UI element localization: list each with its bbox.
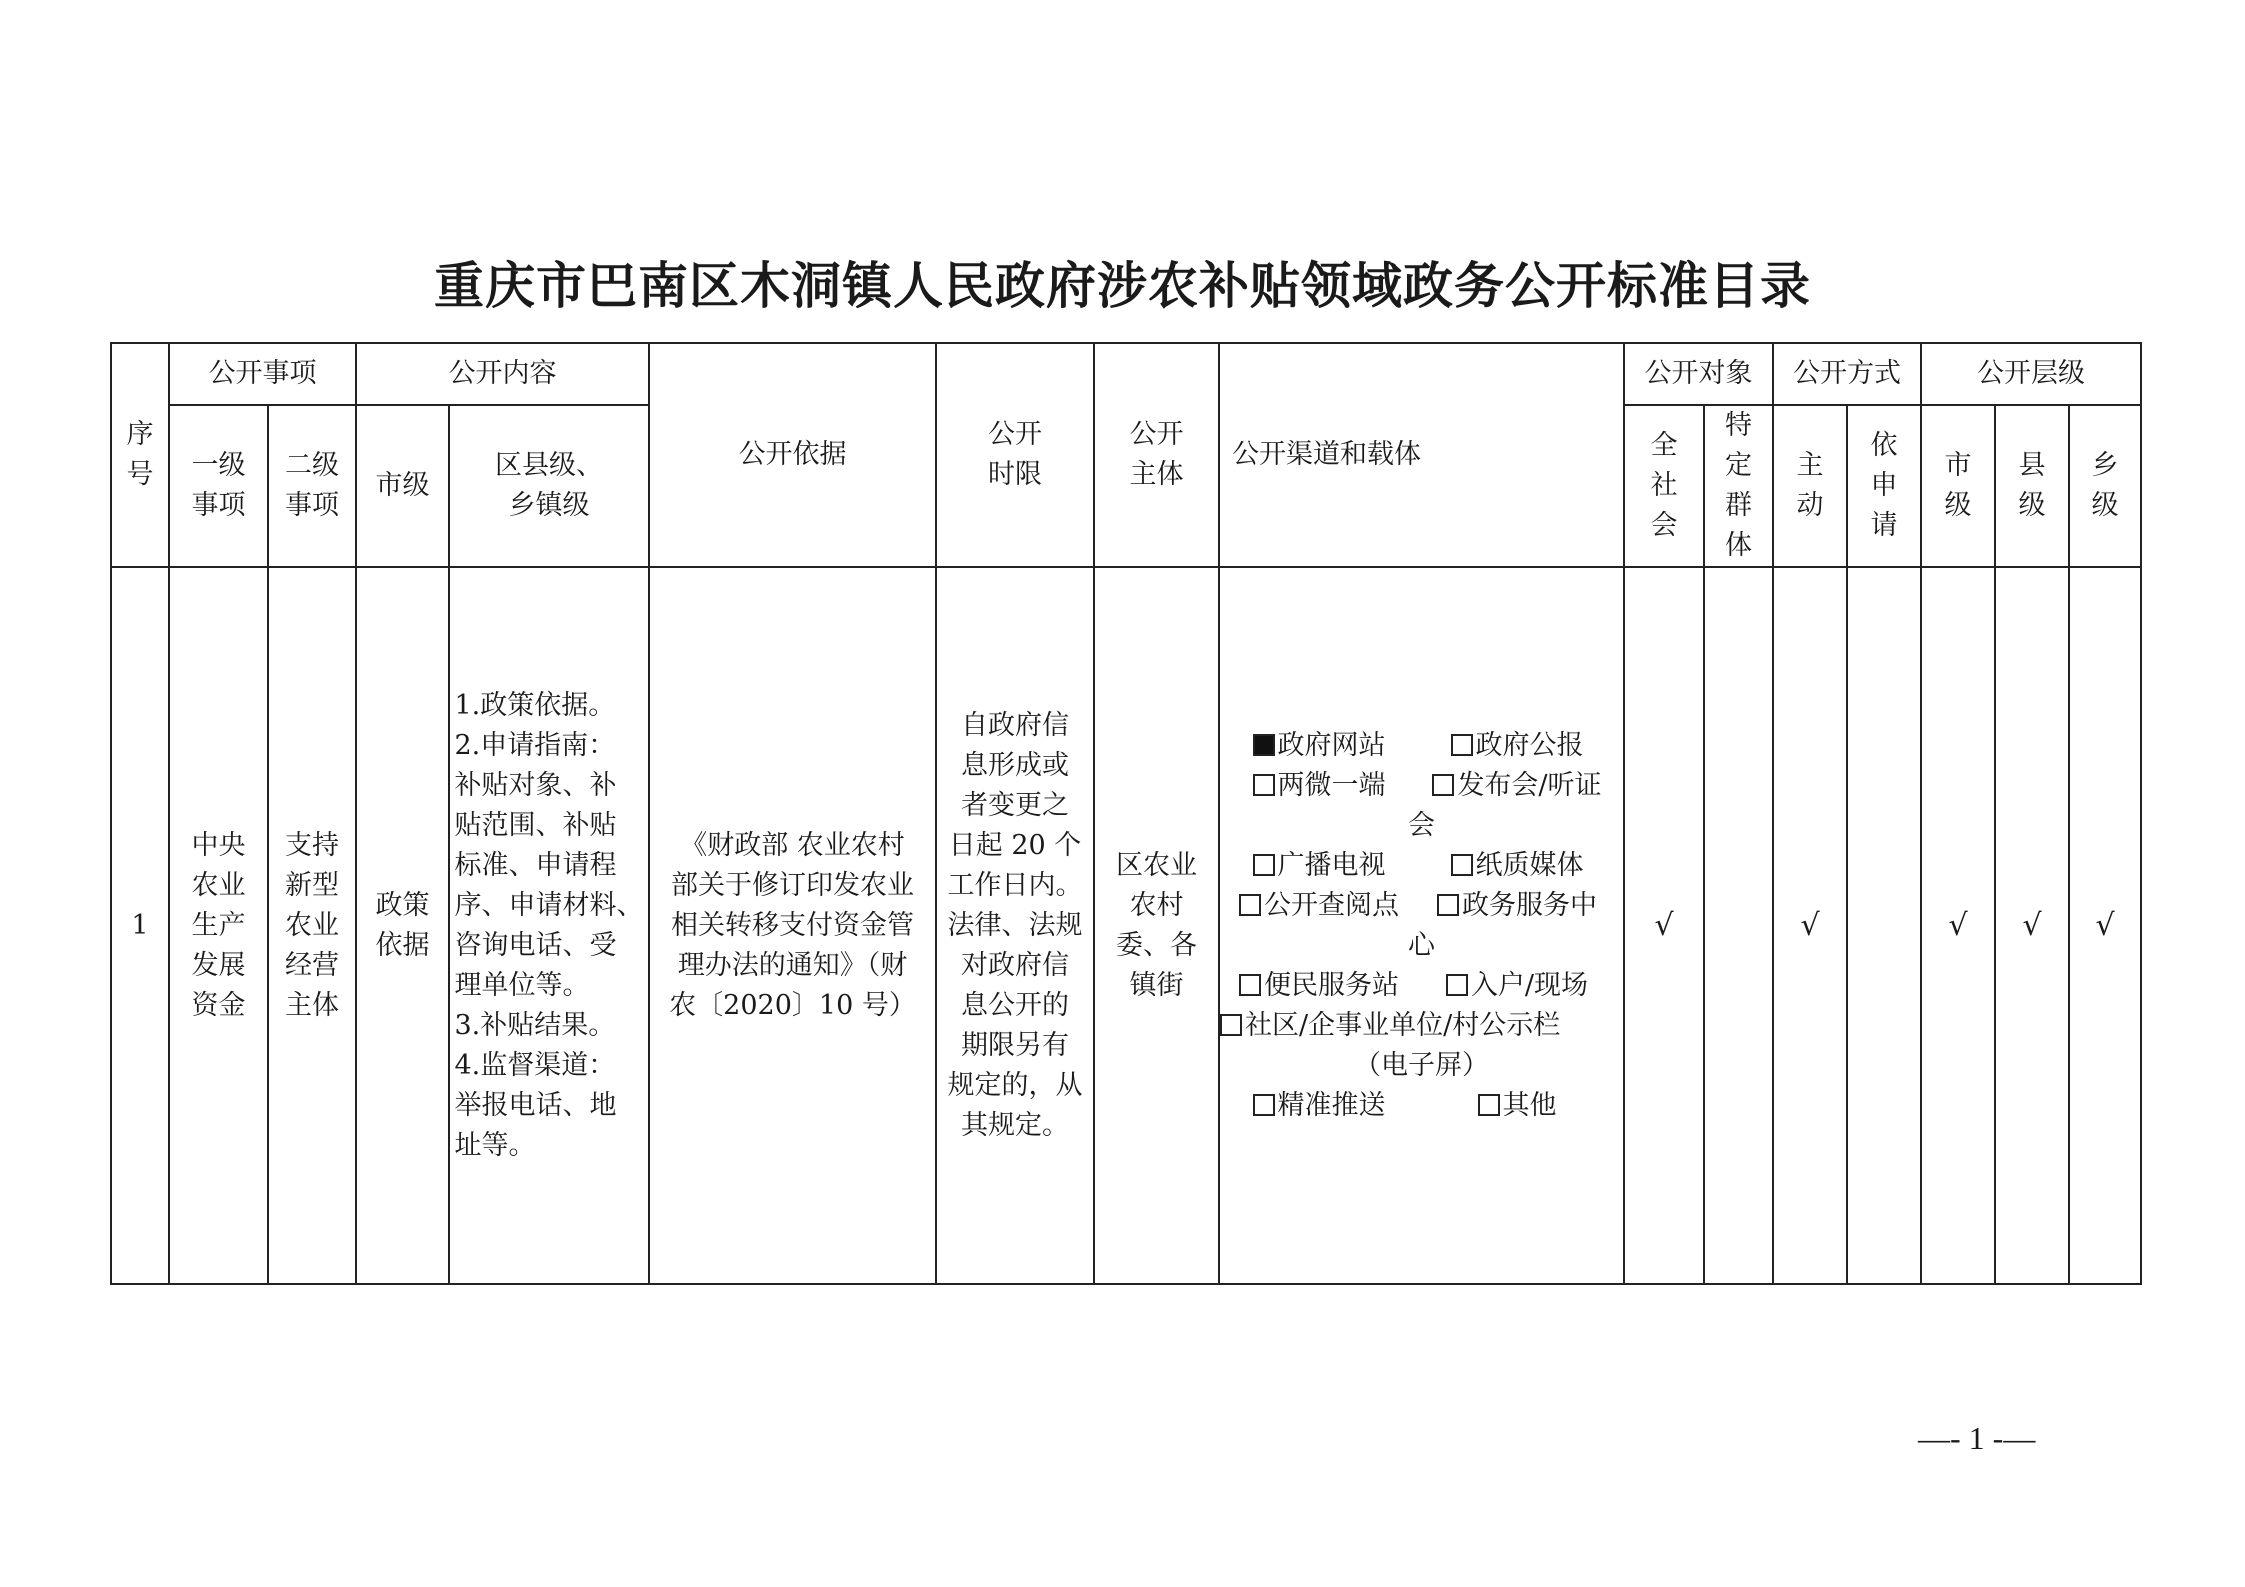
channel-door-to-door[interactable]: 入户/现场 (1418, 966, 1616, 1006)
row-channels: 政府网站 政府公报 两微一端 发布会/听证 会 广播电视 纸质媒体 公开查阅点 政务服务中 心 便民服务站 入户/现场 社区/企事业单位/村公示栏 （电子屏） 精准推送 其他 (1219, 567, 1624, 1284)
row-seq: 1 (111, 567, 169, 1284)
header-basis: 公开依据 (649, 343, 936, 567)
header-item-l1: 一级事项 (169, 405, 268, 567)
row-level-county-check: √ (1995, 567, 2069, 1284)
header-object-all: 全社会 (1624, 405, 1704, 567)
channel-gov-bulletin[interactable]: 政府公报 (1418, 726, 1616, 766)
channel-two-micro[interactable]: 两微一端 (1220, 766, 1418, 806)
header-content-group: 公开内容 (356, 343, 649, 405)
checkbox-icon[interactable] (1437, 894, 1459, 916)
row-item-l2: 支持 新型 农业 经营 主体 (268, 567, 356, 1284)
row-item-l1: 中央 农业 生产 发展 资金 (169, 567, 268, 1284)
header-level-city: 市级 (1921, 405, 1995, 567)
row-mode-active-check: √ (1773, 567, 1847, 1284)
table-row (111, 567, 2141, 1284)
checkbox-icon[interactable] (1253, 774, 1275, 796)
header-item-l2: 二级事项 (268, 405, 356, 567)
checkbox-icon[interactable] (1220, 1014, 1242, 1036)
header-level-town: 乡级 (2069, 405, 2141, 567)
row-subject: 区农业 农村 委、各 镇街 (1094, 567, 1219, 1284)
checkbox-icon[interactable] (1253, 1094, 1275, 1116)
row-level-city-check: √ (1921, 567, 1995, 1284)
header-level-group: 公开层级 (1921, 343, 2141, 405)
header-object-group: 公开对象 (1624, 343, 1773, 405)
header-content-city: 市级 (356, 405, 449, 567)
checkbox-icon[interactable] (1239, 974, 1261, 996)
header-channels: 公开渠道和载体 (1219, 343, 1624, 567)
document-title: 重庆市巴南区木洞镇人民政府涉农补贴领域政务公开标准目录 (434, 257, 1811, 315)
page-number: —- 1 -— (1918, 1420, 2036, 1456)
row-content-city: 政策 依据 (356, 567, 449, 1284)
row-basis: 《财政部 农业农村 部关于修订印发农业 相关转移支付资金管 理办法的通知》（财 农〔2020〕10 号） (649, 567, 936, 1284)
channel-bulletin-board[interactable]: 社区/企事业单位/村公示栏 (1220, 1006, 1560, 1046)
header-mode-request: 依申请 (1847, 405, 1921, 567)
channel-paper-media[interactable]: 纸质媒体 (1418, 846, 1616, 886)
header-mode-group: 公开方式 (1773, 343, 1921, 405)
checkbox-icon[interactable] (1451, 854, 1473, 876)
row-level-town-check: √ (2069, 567, 2141, 1284)
row-mode-request-check (1847, 567, 1921, 1284)
checkbox-icon[interactable] (1432, 774, 1454, 796)
header-seq: 序号 (111, 343, 169, 567)
header-row-1 (111, 343, 2141, 405)
channel-other[interactable]: 其他 (1418, 1086, 1616, 1126)
checkbox-icon[interactable] (1451, 734, 1473, 756)
channel-broadcast-tv[interactable]: 广播电视 (1220, 846, 1418, 886)
channel-reading-point[interactable]: 公开查阅点 (1220, 886, 1418, 926)
checkbox-icon[interactable] (1446, 974, 1468, 996)
header-subject: 公开 主体 (1094, 343, 1219, 567)
checkbox-icon[interactable] (1253, 734, 1275, 756)
header-object-specific: 特定群体 (1704, 405, 1773, 567)
header-mode-active: 主动 (1773, 405, 1847, 567)
channel-precise-push[interactable]: 精准推送 (1220, 1086, 1418, 1126)
checkbox-icon[interactable] (1253, 854, 1275, 876)
channel-service-station[interactable]: 便民服务站 (1220, 966, 1418, 1006)
row-object-specific-check (1704, 567, 1773, 1284)
checkbox-icon[interactable] (1478, 1094, 1500, 1116)
header-content-district: 区县级、 乡镇级 (449, 405, 649, 567)
row-object-all-check: √ (1624, 567, 1704, 1284)
row-time-limit: 自政府信 息形成或 者变更之 日起 20 个 工作日内。 法律、法规 对政府信 息公开的 期限另有 规定的，从 其规定。 (936, 567, 1094, 1284)
row-content-district: 1.政策依据。 2.申请指南： 补贴对象、补 贴范围、补贴 标准、申请程 序、申请材料、 咨询电话、受 理单位等。 3.补贴结果。 4.监督渠道： 举报电话、地 址等。 (449, 567, 649, 1284)
disclosure-catalog-table (110, 342, 2142, 1285)
channel-press-conference[interactable]: 发布会/听证 (1418, 766, 1616, 806)
checkbox-icon[interactable] (1239, 894, 1261, 916)
channel-service-center[interactable]: 政务服务中 (1418, 886, 1616, 926)
header-item-group: 公开事项 (169, 343, 356, 405)
header-time-limit: 公开 时限 (936, 343, 1094, 567)
channel-gov-website[interactable]: 政府网站 (1220, 726, 1418, 766)
header-level-county: 县级 (1995, 405, 2069, 567)
